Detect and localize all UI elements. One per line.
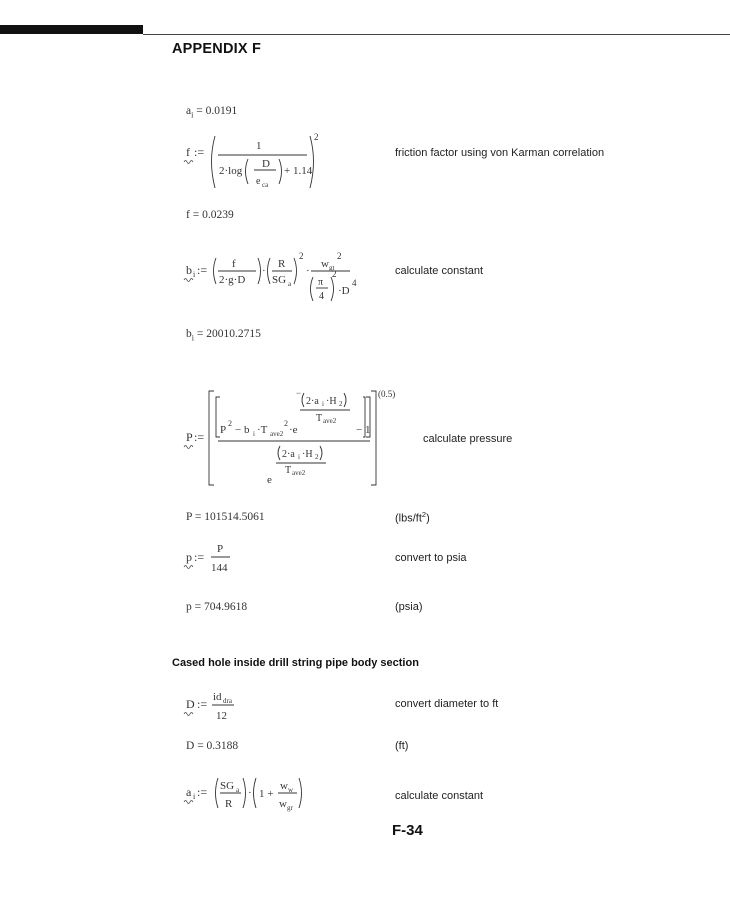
svg-text:i: i [298, 453, 300, 461]
svg-text:R: R [278, 258, 286, 270]
svg-text::=: := [197, 697, 208, 711]
svg-text:f: f [186, 145, 190, 159]
svg-text:2: 2 [284, 419, 288, 428]
svg-text:·: · [262, 265, 266, 277]
result-ai-value: = 0.0191 [196, 105, 238, 117]
svg-text:i: i [193, 792, 196, 801]
result-bi: $b_i = 20010.2715$ [186, 328, 261, 343]
comment-ft-units: (ft) [395, 740, 409, 752]
svg-text:·: · [248, 787, 252, 799]
result-f: f = 0.0239 [186, 209, 234, 221]
svg-text:144: 144 [211, 562, 228, 574]
comment-diameter-convert: convert diameter to ft [395, 698, 499, 710]
svg-text:·e: ·e [289, 424, 298, 436]
svg-text:p: p [186, 550, 192, 564]
equation-f [180, 128, 330, 194]
svg-text:2: 2 [332, 269, 337, 279]
svg-text:·H: ·H [326, 396, 337, 407]
svg-text:w: w [321, 258, 329, 270]
svg-text:2: 2 [314, 132, 319, 142]
svg-text:·: · [306, 265, 310, 277]
svg-text:2·a: 2·a [306, 396, 319, 407]
svg-text:2: 2 [337, 251, 342, 261]
svg-text:− b: − b [235, 424, 250, 436]
svg-text::=: := [197, 263, 208, 277]
svg-text:e: e [267, 474, 272, 486]
comment-constant-1: calculate constant [395, 265, 484, 277]
svg-text:2·a: 2·a [282, 449, 295, 460]
svg-text:4: 4 [319, 291, 324, 302]
svg-text:w: w [280, 780, 288, 792]
svg-text:b: b [186, 263, 192, 277]
svg-text::=: := [194, 550, 205, 564]
svg-text:D: D [186, 697, 195, 711]
svg-text:i: i [193, 270, 196, 279]
svg-text:4: 4 [352, 278, 357, 288]
svg-text:T: T [285, 465, 292, 476]
svg-text:a: a [288, 280, 292, 288]
svg-text:1 +: 1 + [259, 788, 274, 800]
svg-text:ave2: ave2 [323, 417, 337, 425]
equation-p [180, 540, 240, 576]
result-D: D = 0.3188 [186, 740, 239, 752]
svg-text:+ 1.14: + 1.14 [284, 165, 313, 177]
svg-text:i: i [322, 400, 324, 408]
equation-ai [180, 774, 310, 814]
section-title: Cased hole inside drill string pipe body section [172, 657, 419, 669]
svg-text:−: − [296, 388, 302, 398]
comment-pressure: calculate pressure [423, 433, 513, 445]
appendix-title: APPENDIX F [172, 41, 262, 57]
svg-text:id: id [213, 691, 222, 703]
svg-text:SG: SG [220, 780, 235, 792]
result-f-value: = 0.0239 [192, 209, 234, 221]
result-D-value: = 0.3188 [197, 740, 239, 752]
svg-text:2·g·D: 2·g·D [219, 274, 246, 286]
svg-text:·H: ·H [302, 449, 313, 460]
svg-text:a: a [186, 785, 192, 799]
svg-text:P: P [217, 543, 224, 555]
P-units-exponent: 2 [421, 510, 427, 519]
equation-bi [180, 246, 370, 318]
result-p: p = 704.9618 [186, 601, 248, 613]
svg-text:2: 2 [299, 251, 304, 261]
header-bar [0, 25, 143, 34]
svg-text:w: w [279, 798, 287, 810]
svg-text:(0.5): (0.5) [378, 389, 396, 399]
comment-psia-convert: convert to psia [395, 552, 467, 564]
svg-text:P: P [220, 424, 227, 436]
comment-psia-units: (psia) [395, 601, 423, 613]
svg-text:T: T [316, 413, 323, 424]
svg-text:ca: ca [262, 181, 269, 189]
svg-text::=: := [194, 430, 205, 444]
svg-text:a: a [236, 786, 240, 794]
comment-friction: friction factor using von Karman correlation [395, 147, 605, 159]
header-rule [143, 34, 730, 35]
svg-text:ave2: ave2 [270, 430, 284, 438]
svg-text:·T: ·T [257, 424, 268, 436]
svg-text:i: i [253, 430, 255, 438]
svg-text:P: P [186, 430, 193, 444]
equation-D [180, 686, 240, 722]
svg-text:1: 1 [256, 140, 262, 152]
svg-text:− 1: − 1 [356, 424, 371, 436]
svg-text:2: 2 [315, 453, 319, 461]
svg-text:D: D [262, 158, 270, 170]
svg-text:2: 2 [339, 400, 343, 408]
svg-text:·D: ·D [338, 285, 350, 297]
svg-text::=: := [194, 145, 205, 159]
comment-P-units [395, 510, 430, 525]
svg-text:w: w [288, 786, 294, 794]
svg-text:gt: gt [329, 264, 335, 272]
result-P: P = 101514.5061 [186, 511, 265, 523]
svg-text:f: f [232, 258, 236, 270]
svg-text:π: π [318, 277, 324, 288]
svg-text::=: := [197, 785, 208, 799]
svg-text:2: 2 [228, 419, 232, 428]
svg-text:ave2: ave2 [292, 469, 306, 477]
equation-P [180, 385, 405, 490]
svg-text:gr: gr [287, 804, 293, 812]
result-P-value: = 101514.5061 [194, 511, 265, 523]
svg-text:12: 12 [216, 710, 227, 722]
svg-text:e: e [256, 176, 261, 187]
P-units-text: (lbs/ft [395, 512, 422, 525]
P-units-close: ) [426, 512, 430, 525]
svg-text:dra: dra [223, 697, 232, 705]
page-number: F-34 [392, 822, 423, 839]
result-ai: $a_i = 0.0191$ [186, 105, 238, 120]
comment-constant-2: calculate constant [395, 790, 484, 802]
svg-text:2·log: 2·log [219, 165, 243, 177]
svg-text:SG: SG [272, 274, 287, 286]
result-p-value: = 704.9618 [194, 601, 248, 613]
svg-text:R: R [225, 798, 233, 810]
result-bi-value: = 20010.2715 [196, 328, 261, 340]
